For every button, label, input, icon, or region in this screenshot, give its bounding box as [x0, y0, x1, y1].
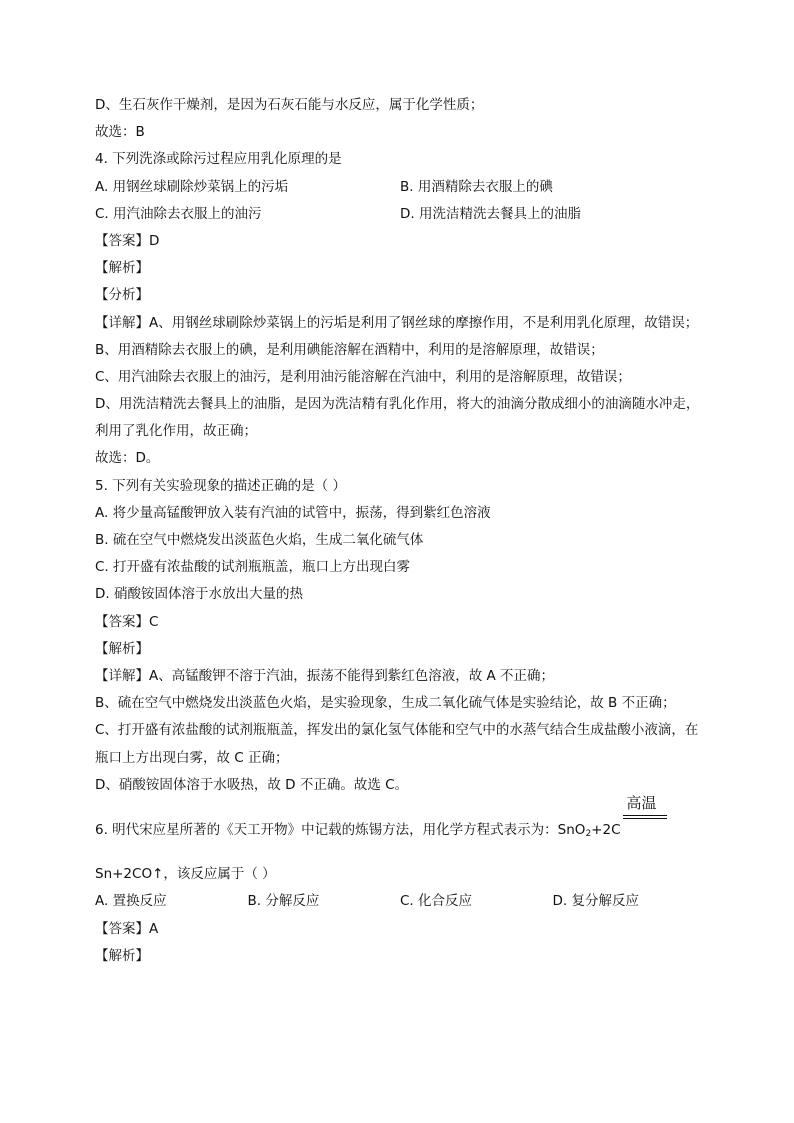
q6-stem-prefix: 6. 明代宋应星所著的《天工开物》中记载的炼锡方法，用化学方程式表示为：SnO [95, 821, 586, 838]
q4-options-row-2 [95, 201, 705, 228]
q4-option-a: A. 用钢丝球刷除炒菜锅上的污垢 [95, 178, 289, 195]
q4-stem: 4. 下列洗涤或除污过程应用乳化原理的是 [95, 151, 342, 168]
q4-option-c: C. 用汽油除去衣服上的油污 [95, 205, 262, 222]
q5-option-d: D. 硝酸铵固体溶于水放出大量的热 [95, 586, 303, 603]
q4-answer: 【答案】D [95, 232, 160, 249]
q5-answer: 【答案】C [95, 613, 159, 630]
q5-detail-a: 【详解】A、高锰酸钾不溶于汽油，振荡不能得到紫红色溶液，故 A 不正确； [95, 667, 555, 684]
q5-option-c: C. 打开盛有浓盐酸的试剂瓶瓶盖，瓶口上方出现白雾 [95, 559, 411, 576]
q4-detail-d: D、用洗洁精洗去餐具上的油脂，是因为洗洁精有乳化作用，将大的油滴分散成细小的油滴随水冲走，利用了乳化作用，故正确； [95, 396, 700, 440]
q6-subscript-2: 2 [585, 828, 592, 839]
q3-option-d-explanation: D、生石灰作干燥剂，是因为石灰石能与水反应，属于化学性质； [95, 97, 484, 113]
q4-detail-b: B、用酒精除去衣服上的碘，是利用碘能溶解在酒精中，利用的是溶解原理，故错误； [95, 341, 604, 358]
q6-option-b: B. 分解反应 [247, 893, 320, 910]
q4-option-d: D. 用洗洁精洗去餐具上的油脂 [400, 205, 581, 222]
spacer [95, 844, 705, 861]
q4-detail-a: 【详解】A、用钢丝球刷除炒菜锅上的污垢是利用了钢丝球的摩擦作用，不是利用乳化原理，故错误； [95, 314, 699, 331]
q4-choice: 故选：D。 [95, 450, 160, 467]
q5-option-a: A. 将少量高锰酸钾放入装有汽油的试管中，振荡，得到紫红色溶液 [95, 504, 491, 521]
spacer [95, 799, 705, 817]
equals-bar-top [623, 815, 667, 816]
q6-stem-line-1 [95, 793, 705, 844]
q5-detail-b: B、硫在空气中燃烧发出淡蓝色火焰，是实验现象，生成二氧化硫气体是实验结论，故 B 不正确； [95, 695, 676, 712]
q3-choice: 故选：B [95, 124, 145, 141]
reaction-condition-sign [623, 793, 667, 834]
q5-stem: 5. 下列有关实验现象的描述正确的是（ ） [95, 477, 346, 494]
reaction-condition-text: 高温 [626, 793, 657, 812]
q6-options-row [95, 888, 705, 915]
q4-analysis-label: 【解析】 [95, 260, 149, 277]
q4-options-row-1 [95, 174, 705, 201]
q6-option-c: C. 化合反应 [400, 893, 473, 910]
q5-analysis-label: 【解析】 [95, 640, 149, 657]
equals-bar-bottom [623, 818, 667, 819]
q5-option-b: B. 硫在空气中燃烧发出淡蓝色火焰，生成二氧化硫气体 [95, 532, 424, 549]
q6-answer: 【答案】A [95, 920, 159, 937]
q6-option-d: D. 复分解反应 [552, 893, 639, 910]
q5-detail-d: D、硝酸铵固体溶于水吸热，故 D 不正确。故选 C。 [95, 776, 409, 793]
q6-option-a: A. 置换反应 [95, 893, 167, 910]
document-page [95, 92, 705, 970]
q4-option-b: B. 用酒精除去衣服上的碘 [400, 178, 553, 195]
q6-stem-line-2: Sn+2CO↑，该反应属于（ ） [95, 866, 276, 883]
q4-fenxi-label: 【分析】 [95, 287, 149, 304]
q5-detail-c: C、打开盛有浓盐酸的试剂瓶瓶盖，挥发出的氯化氢气体能和空气中的水蒸气结合生成盐酸小液滴，在瓶口上方出现白雾，故 C 正确； [95, 722, 699, 766]
q6-analysis-label: 【解析】 [95, 947, 149, 964]
q6-stem-plus: +2C [591, 821, 621, 838]
q4-detail-c: C、用汽油除去衣服上的油污，是利用油污能溶解在汽油中，利用的是溶解原理，故错误； [95, 368, 631, 385]
